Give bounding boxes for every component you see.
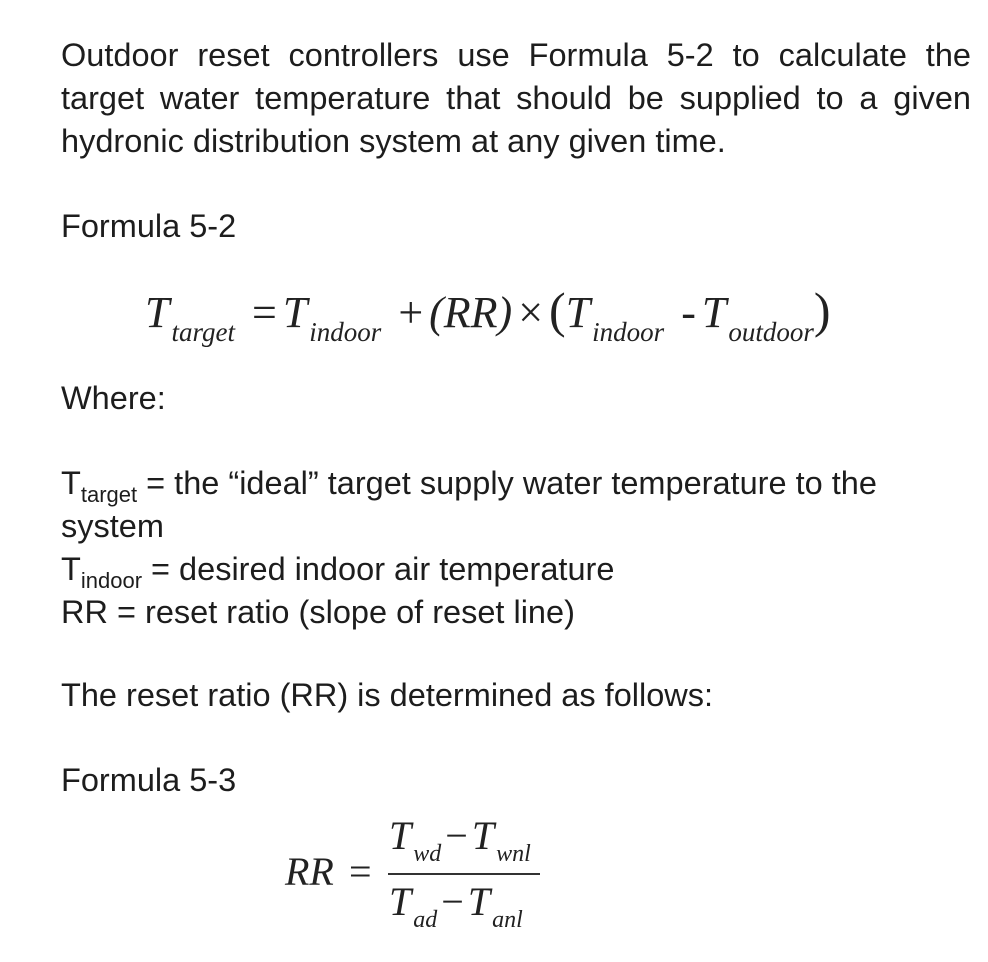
t-wd-symbol: T <box>389 813 412 858</box>
plus-sign: + <box>398 288 424 337</box>
fraction-numerator <box>389 812 531 867</box>
formula-5-3-label: Formula 5-3 <box>61 762 237 798</box>
t-wnl-symbol: T <box>471 813 495 858</box>
t-anl-symbol: T <box>467 879 491 924</box>
definition-subscript: indoor <box>80 568 143 593</box>
t-outdoor-subscript: outdoor <box>728 317 814 347</box>
where-label: Where: <box>61 380 166 416</box>
t-ad-symbol: T <box>389 879 412 924</box>
definition-symbol: RR <box>61 594 108 630</box>
definition-t-target <box>61 462 971 548</box>
definition-symbol: T <box>61 465 81 501</box>
close-paren: ) <box>813 282 831 338</box>
formula-5-2 <box>145 282 831 346</box>
definition-symbol: T <box>61 551 81 587</box>
reset-ratio-intro: The reset ratio (RR) is determined as follows: <box>61 677 714 713</box>
intro-paragraph: Outdoor reset controllers use Formula 5-2 to calculate the target water temperature that should be supplied to a given hydronic distribution system at any given time. <box>61 37 971 159</box>
t-wnl-subscript: wnl <box>496 841 531 867</box>
times-sign: × <box>518 288 544 337</box>
definition-subscript: target <box>80 482 138 507</box>
t-target-symbol: T <box>145 288 170 337</box>
t-indoor-subscript: indoor <box>309 317 382 347</box>
t-indoor-symbol: T <box>282 288 308 337</box>
minus-sign: − <box>445 813 468 858</box>
t-indoor-symbol-2: T <box>565 288 591 337</box>
definition-rr <box>61 591 971 634</box>
t-target-subscript: target <box>171 317 235 347</box>
minus-sign: − <box>441 879 464 924</box>
reset-ratio-term: (RR) <box>429 288 513 337</box>
definition-t-indoor <box>61 548 971 591</box>
minus-sign: - <box>681 288 696 337</box>
definition-text: = reset ratio (slope of reset line) <box>107 594 575 630</box>
t-ad-subscript: ad <box>413 907 438 933</box>
fraction-bar <box>388 873 540 875</box>
t-indoor-subscript-2: indoor <box>592 317 665 347</box>
t-wd-subscript: wd <box>413 841 442 867</box>
fraction-denominator <box>389 878 523 933</box>
t-outdoor-symbol: T <box>701 288 727 337</box>
definition-text: = desired indoor air temperature <box>142 551 615 587</box>
equals-sign: = <box>251 288 277 337</box>
formula-5-2-label: Formula 5-2 <box>61 208 237 244</box>
definition-text: = the “ideal” target supply water temperature to the system <box>61 465 877 544</box>
open-paren: ( <box>549 282 566 338</box>
equals-sign: = <box>349 849 372 894</box>
definitions-list <box>61 462 971 634</box>
rr-symbol: RR <box>285 849 334 894</box>
t-anl-subscript: anl <box>492 907 523 933</box>
